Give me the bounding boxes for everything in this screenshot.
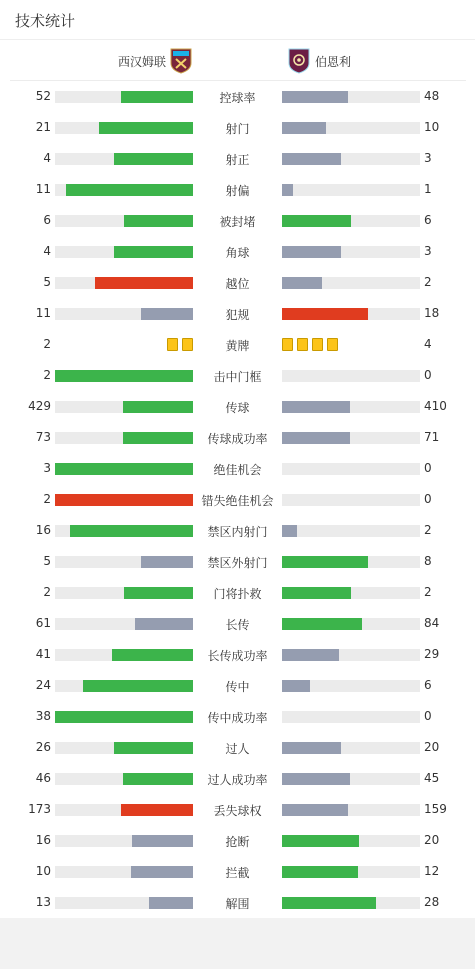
stat-label: 错失绝佳机会 bbox=[201, 494, 274, 508]
home-stat-bar-fill bbox=[123, 401, 193, 413]
away-stat-value: 12 bbox=[424, 864, 440, 878]
away-stat-value: 2 bbox=[424, 585, 432, 599]
home-stat-bar-fill bbox=[121, 91, 193, 103]
away-stat-bar bbox=[282, 742, 420, 754]
home-stat-bar-fill bbox=[114, 246, 193, 258]
home-stat-bar-fill bbox=[141, 556, 193, 568]
away-stat-bar-fill bbox=[282, 649, 339, 661]
home-stat-bar bbox=[55, 401, 193, 413]
yellow-card-icon bbox=[282, 338, 293, 351]
stat-label: 射正 bbox=[225, 153, 250, 167]
home-stat-value: 73 bbox=[35, 430, 51, 444]
away-stat-bar bbox=[282, 277, 420, 289]
home-stat-bar bbox=[55, 773, 193, 785]
yellow-card-icon bbox=[182, 338, 193, 351]
home-stat-value: 2 bbox=[43, 585, 51, 599]
home-stat-bar bbox=[55, 804, 193, 816]
away-stat-value: 18 bbox=[424, 306, 440, 320]
away-stat-value: 6 bbox=[424, 213, 432, 227]
away-stat-bar-fill bbox=[282, 91, 348, 103]
away-stat-bar bbox=[282, 835, 420, 847]
home-stat-value: 10 bbox=[35, 864, 51, 878]
home-stat-value: 429 bbox=[28, 399, 51, 413]
home-team-name: 西汉姆联 bbox=[118, 55, 167, 69]
home-stat-bar-fill bbox=[112, 649, 193, 661]
stat-row bbox=[0, 825, 475, 856]
home-stat-bar-fill bbox=[114, 153, 193, 165]
away-stat-value: 20 bbox=[424, 833, 440, 847]
home-stat-bar bbox=[55, 587, 193, 599]
home-stat-bar-fill bbox=[124, 587, 193, 599]
away-stat-value: 0 bbox=[424, 461, 432, 475]
home-stat-bar bbox=[55, 463, 193, 475]
stat-label: 传中 bbox=[225, 680, 250, 694]
stat-row bbox=[0, 484, 475, 515]
away-stat-bar-fill bbox=[282, 866, 358, 878]
away-stat-bar bbox=[282, 866, 420, 878]
stat-label: 禁区内射门 bbox=[207, 525, 268, 539]
stat-label: 传球 bbox=[225, 401, 250, 415]
away-stat-bar bbox=[282, 401, 420, 413]
home-stat-bar bbox=[55, 370, 193, 382]
away-stat-value: 0 bbox=[424, 368, 432, 382]
stat-label: 绝佳机会 bbox=[213, 463, 262, 477]
home-stat-bar bbox=[55, 122, 193, 134]
away-stat-value: 10 bbox=[424, 120, 440, 134]
home-stat-bar-fill bbox=[141, 308, 193, 320]
away-stat-value: 45 bbox=[424, 771, 440, 785]
home-stat-bar-fill bbox=[55, 494, 193, 506]
stat-row bbox=[0, 546, 475, 577]
stat-label: 击中门框 bbox=[213, 370, 262, 384]
home-stat-value: 2 bbox=[43, 492, 51, 506]
home-stat-bar-fill bbox=[149, 897, 193, 909]
away-stat-bar bbox=[282, 618, 420, 630]
home-stat-bar-fill bbox=[114, 742, 193, 754]
away-stat-bar bbox=[282, 91, 420, 103]
stat-row bbox=[0, 577, 475, 608]
stat-row bbox=[0, 174, 475, 205]
away-stat-bar-fill bbox=[282, 122, 326, 134]
away-stat-value: 6 bbox=[424, 678, 432, 692]
stat-row bbox=[0, 732, 475, 763]
home-stat-bar bbox=[55, 432, 193, 444]
yellow-card-icon bbox=[312, 338, 323, 351]
away-stat-bar-fill bbox=[282, 308, 368, 320]
stat-label: 控球率 bbox=[219, 91, 256, 105]
stat-label: 传中成功率 bbox=[207, 711, 268, 725]
away-team-name: 伯恩利 bbox=[315, 55, 352, 69]
stat-row bbox=[0, 763, 475, 794]
home-stat-bar bbox=[55, 835, 193, 847]
stat-label: 射偏 bbox=[225, 184, 250, 198]
stat-label: 黄牌 bbox=[225, 339, 250, 353]
away-stat-bar-fill bbox=[282, 618, 362, 630]
stat-row bbox=[0, 329, 475, 360]
home-stat-bar-fill bbox=[55, 463, 193, 475]
stat-row bbox=[0, 143, 475, 174]
home-stat-bar-fill bbox=[135, 618, 193, 630]
home-stat-bar bbox=[55, 897, 193, 909]
away-yellow-cards bbox=[282, 338, 338, 351]
stat-label: 过人 bbox=[225, 742, 250, 756]
home-stat-value: 5 bbox=[43, 275, 51, 289]
home-stat-bar bbox=[55, 525, 193, 537]
stat-row bbox=[0, 453, 475, 484]
away-stat-value: 0 bbox=[424, 709, 432, 723]
stat-row bbox=[0, 81, 475, 112]
away-stat-bar-fill bbox=[282, 153, 341, 165]
away-stat-value: 2 bbox=[424, 275, 432, 289]
away-stat-value: 159 bbox=[424, 802, 447, 816]
away-stat-bar bbox=[282, 246, 420, 258]
away-stat-value: 1 bbox=[424, 182, 432, 196]
stat-row bbox=[0, 670, 475, 701]
away-stat-value: 410 bbox=[424, 399, 447, 413]
west-ham-crest-icon bbox=[170, 48, 192, 74]
home-stat-bar-fill bbox=[132, 835, 193, 847]
stat-label: 解围 bbox=[225, 897, 250, 911]
home-stat-value: 3 bbox=[43, 461, 51, 475]
stat-row bbox=[0, 639, 475, 670]
home-stat-bar bbox=[55, 308, 193, 320]
stat-label: 丢失球权 bbox=[213, 804, 262, 818]
home-stat-bar-fill bbox=[131, 866, 193, 878]
away-stat-bar bbox=[282, 308, 420, 320]
stat-row bbox=[0, 236, 475, 267]
away-stat-value: 29 bbox=[424, 647, 440, 661]
home-stat-bar bbox=[55, 711, 193, 723]
home-stat-bar bbox=[55, 277, 193, 289]
away-stat-value: 48 bbox=[424, 89, 440, 103]
home-stat-bar-fill bbox=[55, 370, 193, 382]
away-stat-bar bbox=[282, 370, 420, 382]
away-stat-bar-fill bbox=[282, 804, 348, 816]
home-stat-bar-fill bbox=[121, 804, 193, 816]
away-stat-bar-fill bbox=[282, 277, 322, 289]
away-stat-bar bbox=[282, 215, 420, 227]
home-stat-bar-fill bbox=[70, 525, 193, 537]
away-stat-value: 84 bbox=[424, 616, 440, 630]
home-stat-bar-fill bbox=[66, 184, 193, 196]
stat-row bbox=[0, 608, 475, 639]
home-stat-value: 13 bbox=[35, 895, 51, 909]
yellow-card-icon bbox=[297, 338, 308, 351]
home-stat-bar bbox=[55, 618, 193, 630]
home-stat-value: 6 bbox=[43, 213, 51, 227]
away-stat-bar-fill bbox=[282, 432, 350, 444]
away-stat-bar bbox=[282, 804, 420, 816]
stat-row bbox=[0, 298, 475, 329]
away-stat-value: 0 bbox=[424, 492, 432, 506]
away-stat-bar-fill bbox=[282, 525, 297, 537]
home-stat-value: 38 bbox=[35, 709, 51, 723]
stat-label: 过人成功率 bbox=[207, 773, 268, 787]
home-stat-value: 2 bbox=[43, 337, 51, 351]
stat-label: 被封堵 bbox=[219, 215, 256, 229]
home-stat-bar bbox=[55, 494, 193, 506]
stat-row bbox=[0, 267, 475, 298]
home-stat-value: 24 bbox=[35, 678, 51, 692]
home-stat-value: 11 bbox=[35, 182, 51, 196]
away-stat-value: 3 bbox=[424, 151, 432, 165]
stat-label: 射门 bbox=[225, 122, 250, 136]
home-stat-bar bbox=[55, 91, 193, 103]
home-stat-value: 16 bbox=[35, 523, 51, 537]
home-stat-bar bbox=[55, 246, 193, 258]
away-stat-bar-fill bbox=[282, 215, 351, 227]
home-stat-bar bbox=[55, 215, 193, 227]
panel-header bbox=[0, 0, 475, 40]
home-stat-bar-fill bbox=[99, 122, 193, 134]
panel-title: 技术统计 bbox=[15, 12, 76, 30]
stats-list bbox=[0, 81, 475, 918]
home-stat-bar-fill bbox=[124, 215, 193, 227]
home-stat-value: 21 bbox=[35, 120, 51, 134]
away-stat-bar-fill bbox=[282, 680, 310, 692]
away-stat-value: 8 bbox=[424, 554, 432, 568]
stat-row bbox=[0, 856, 475, 887]
home-yellow-cards bbox=[167, 338, 193, 351]
teams-row bbox=[10, 41, 466, 81]
away-stat-bar-fill bbox=[282, 742, 341, 754]
stat-row bbox=[0, 360, 475, 391]
home-stat-bar bbox=[55, 866, 193, 878]
away-stat-value: 28 bbox=[424, 895, 440, 909]
stat-label: 长传成功率 bbox=[207, 649, 268, 663]
away-stat-bar-fill bbox=[282, 835, 359, 847]
home-stat-bar-fill bbox=[123, 773, 193, 785]
away-stat-bar bbox=[282, 463, 420, 475]
home-stat-value: 4 bbox=[43, 151, 51, 165]
away-stat-value: 71 bbox=[424, 430, 440, 444]
home-stat-bar bbox=[55, 556, 193, 568]
home-stat-value: 46 bbox=[35, 771, 51, 785]
away-stat-bar-fill bbox=[282, 587, 351, 599]
home-stat-value: 16 bbox=[35, 833, 51, 847]
home-stat-value: 52 bbox=[35, 89, 51, 103]
home-stat-bar-fill bbox=[95, 277, 193, 289]
stat-row bbox=[0, 515, 475, 546]
away-stat-bar bbox=[282, 587, 420, 599]
home-stat-bar bbox=[55, 153, 193, 165]
stat-row bbox=[0, 887, 475, 918]
away-stat-value: 2 bbox=[424, 523, 432, 537]
home-stat-value: 41 bbox=[35, 647, 51, 661]
yellow-card-icon bbox=[167, 338, 178, 351]
home-stat-bar-fill bbox=[55, 711, 193, 723]
away-stat-bar bbox=[282, 153, 420, 165]
home-stat-bar bbox=[55, 680, 193, 692]
stat-row bbox=[0, 701, 475, 732]
home-stat-value: 11 bbox=[35, 306, 51, 320]
home-stat-value: 61 bbox=[35, 616, 51, 630]
away-stat-value: 4 bbox=[424, 337, 432, 351]
away-stat-bar bbox=[282, 649, 420, 661]
stat-label: 拦截 bbox=[225, 866, 250, 880]
home-stat-value: 173 bbox=[28, 802, 51, 816]
home-stat-bar-fill bbox=[123, 432, 193, 444]
stat-row bbox=[0, 422, 475, 453]
home-stat-bar bbox=[55, 184, 193, 196]
stat-label: 越位 bbox=[225, 277, 250, 291]
home-stat-bar-fill bbox=[83, 680, 193, 692]
stat-label: 传球成功率 bbox=[207, 432, 268, 446]
away-stat-bar bbox=[282, 494, 420, 506]
home-stat-value: 2 bbox=[43, 368, 51, 382]
away-stat-bar bbox=[282, 680, 420, 692]
away-stat-bar-fill bbox=[282, 246, 341, 258]
stat-row bbox=[0, 112, 475, 143]
burnley-crest-icon bbox=[288, 48, 310, 74]
away-stat-bar bbox=[282, 556, 420, 568]
home-stat-bar bbox=[55, 742, 193, 754]
away-stat-bar bbox=[282, 897, 420, 909]
away-stat-bar-fill bbox=[282, 556, 368, 568]
stat-row bbox=[0, 391, 475, 422]
stat-label: 抢断 bbox=[225, 835, 250, 849]
away-stat-bar bbox=[282, 122, 420, 134]
yellow-card-icon bbox=[327, 338, 338, 351]
stat-label: 角球 bbox=[225, 246, 250, 260]
away-stat-value: 3 bbox=[424, 244, 432, 258]
stat-row bbox=[0, 794, 475, 825]
stat-label: 门将扑救 bbox=[213, 587, 262, 601]
away-stat-bar bbox=[282, 711, 420, 723]
away-stat-bar bbox=[282, 525, 420, 537]
home-stat-value: 5 bbox=[43, 554, 51, 568]
home-stat-bar bbox=[55, 649, 193, 661]
away-stat-bar-fill bbox=[282, 401, 350, 413]
away-stat-bar-fill bbox=[282, 773, 350, 785]
stat-label: 长传 bbox=[225, 618, 250, 632]
away-stat-bar bbox=[282, 432, 420, 444]
home-stat-value: 4 bbox=[43, 244, 51, 258]
away-stat-bar-fill bbox=[282, 897, 376, 909]
stat-label: 禁区外射门 bbox=[207, 556, 268, 570]
away-stat-value: 20 bbox=[424, 740, 440, 754]
away-stat-bar bbox=[282, 184, 420, 196]
stat-label: 犯规 bbox=[225, 308, 250, 322]
away-stat-bar-fill bbox=[282, 184, 293, 196]
stat-row bbox=[0, 205, 475, 236]
home-stat-value: 26 bbox=[35, 740, 51, 754]
away-stat-bar bbox=[282, 773, 420, 785]
